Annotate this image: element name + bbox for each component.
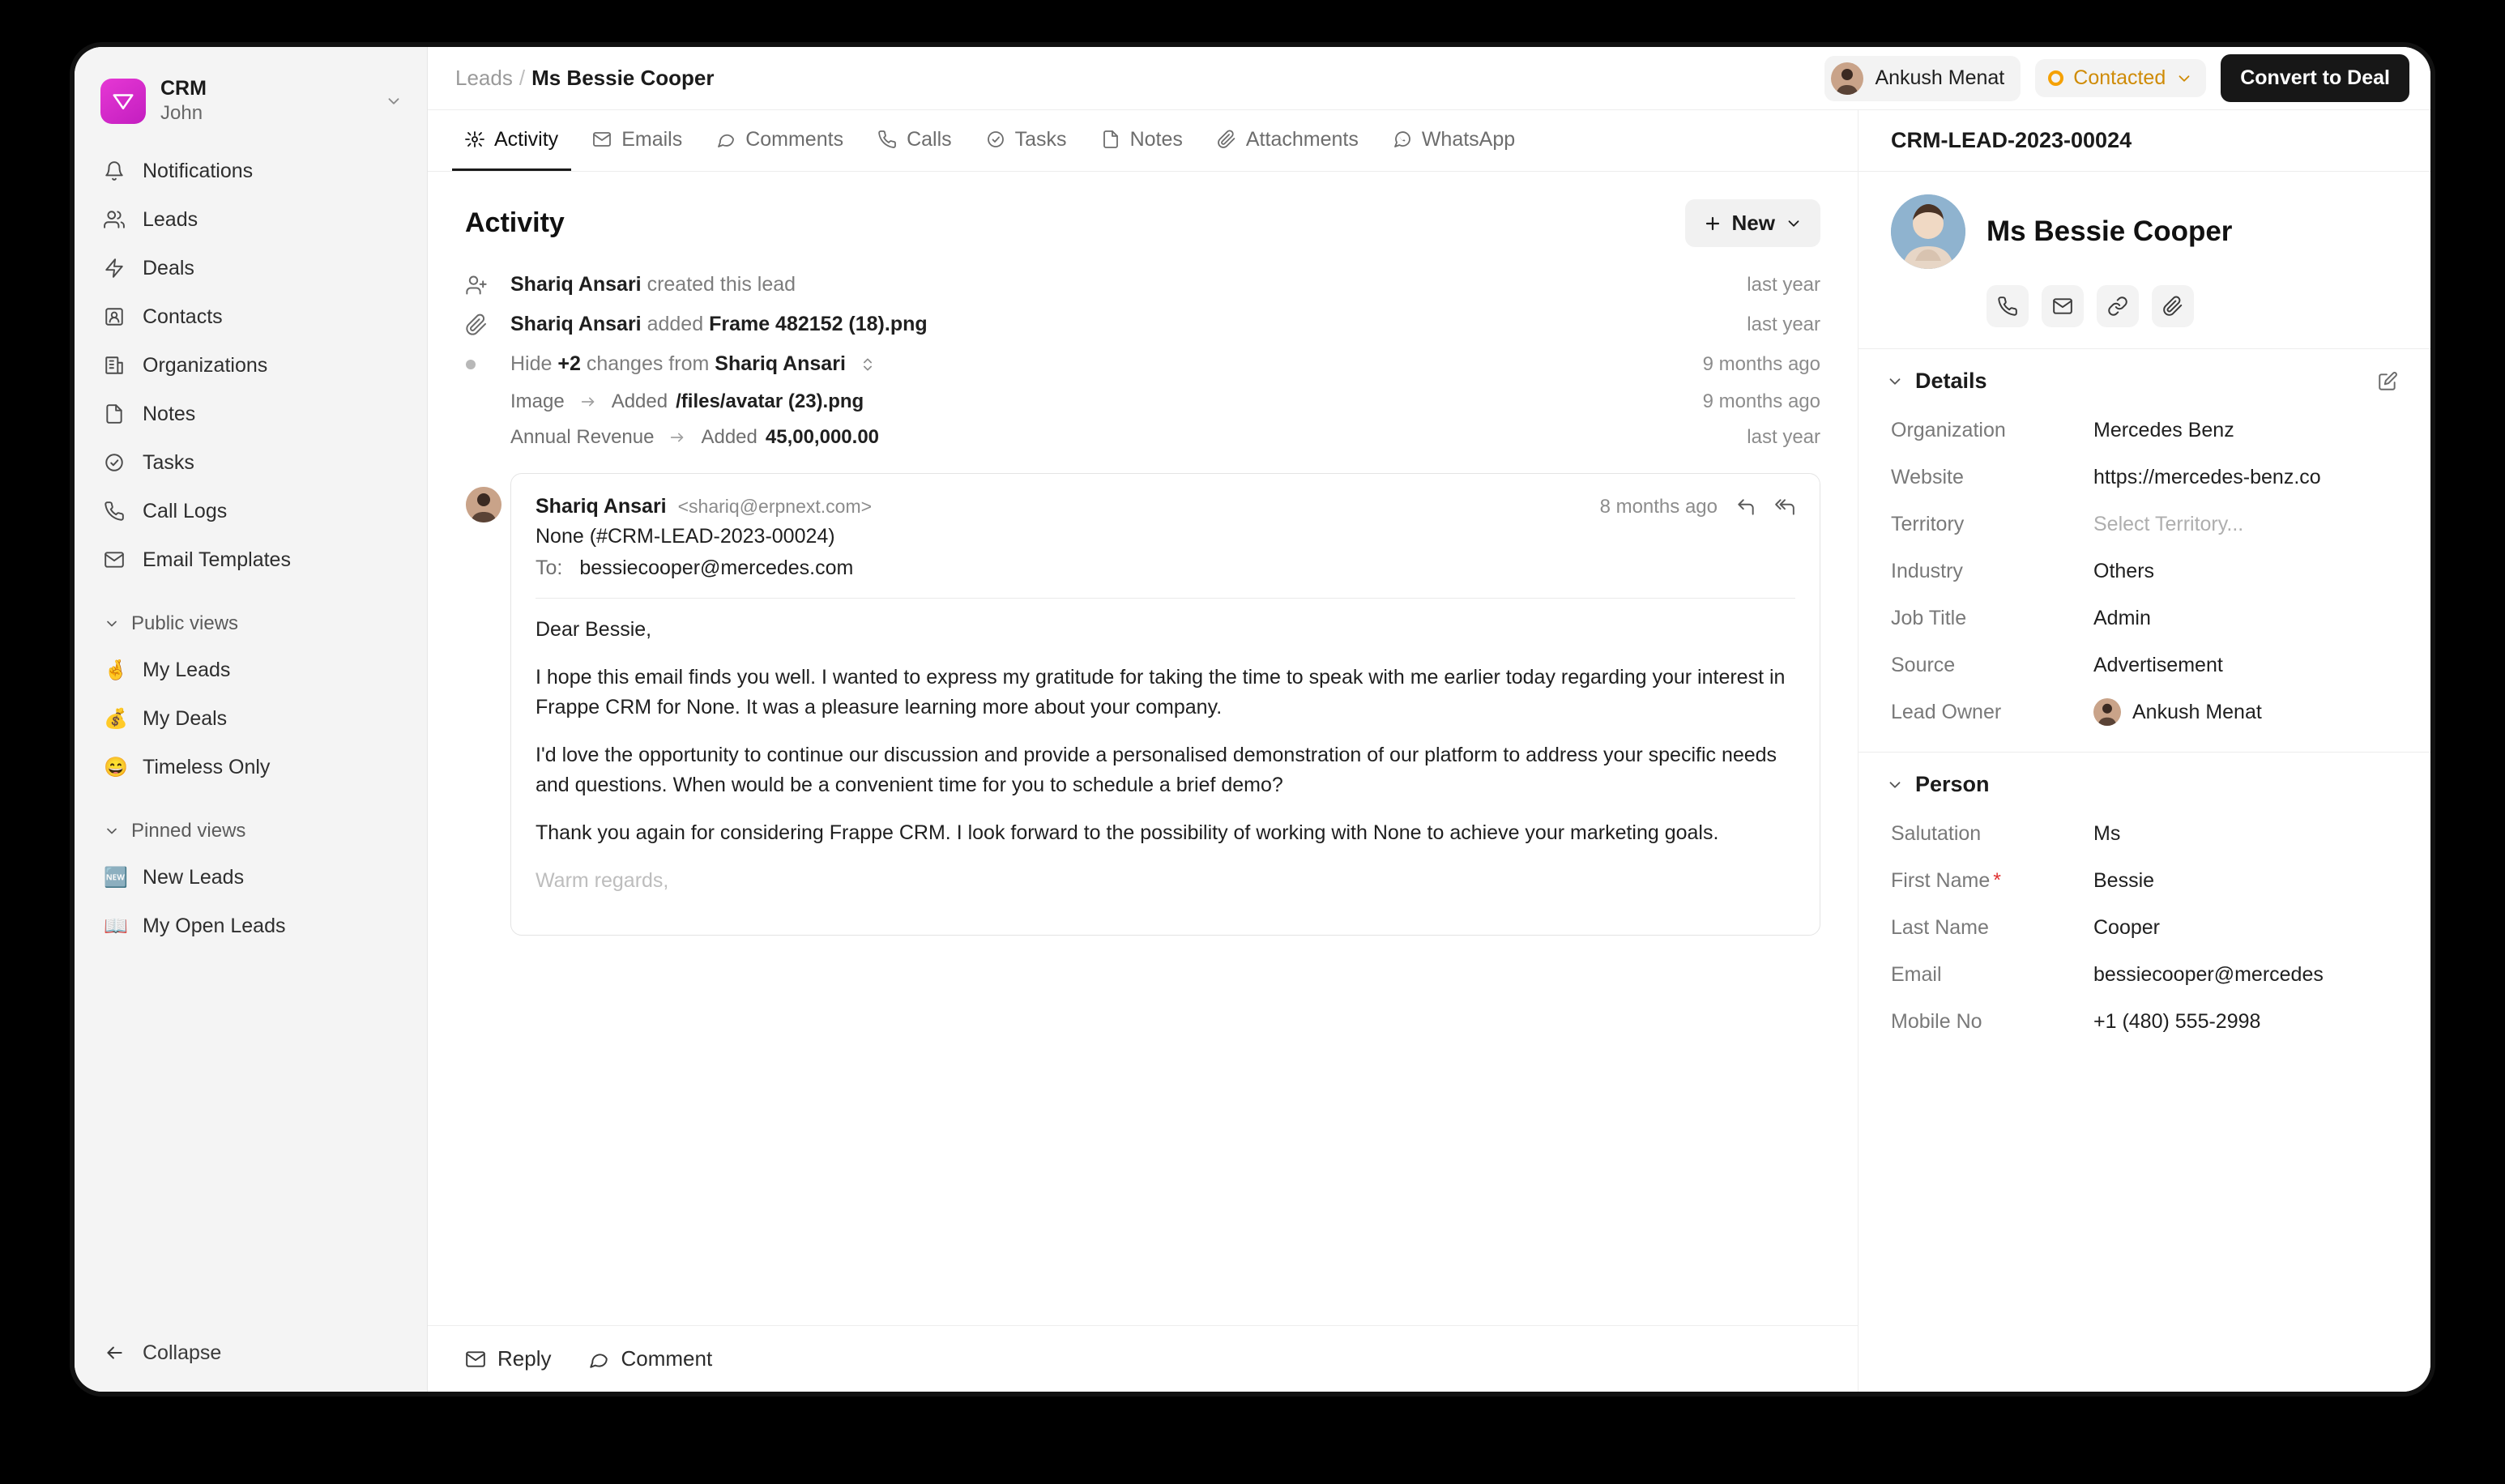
composer-bar xyxy=(428,1325,1858,1392)
phone-icon xyxy=(877,130,897,149)
field-industry[interactable] xyxy=(1858,548,2430,595)
field-label: Email xyxy=(1891,962,1942,986)
change-action: Added xyxy=(611,390,668,412)
activity-change-group-toggle[interactable] xyxy=(465,344,1820,384)
chevron-updown-icon xyxy=(860,352,876,375)
activity-time: last year xyxy=(1747,426,1820,448)
top-bar-actions xyxy=(1824,54,2409,102)
sidebar-item-notes[interactable] xyxy=(92,391,409,437)
sidebar-item-label: Leads xyxy=(143,207,198,231)
attachment-icon xyxy=(465,313,510,336)
organizations-icon xyxy=(104,355,131,376)
field-mobile-no[interactable] xyxy=(1858,998,2430,1045)
tab-label: Calls xyxy=(907,127,952,151)
chevron-down-icon xyxy=(385,92,403,110)
sidebar-item-label: Notes xyxy=(143,402,196,425)
person-name: Ms Bessie Cooper xyxy=(1987,215,2233,247)
change-action: Added xyxy=(701,426,757,448)
activity-time: last year xyxy=(1747,313,1820,335)
field-value: Ms xyxy=(2093,821,2121,845)
person-section-header[interactable] xyxy=(1858,753,2430,810)
reply-icon[interactable] xyxy=(1735,497,1756,518)
sidebar-item-label: Tasks xyxy=(143,450,194,474)
field-label: Industry xyxy=(1891,559,1963,582)
activity-action: created this lead xyxy=(647,273,796,296)
section-pinned-views[interactable] xyxy=(92,812,409,850)
status-badge[interactable] xyxy=(2035,59,2206,97)
sidebar-item-label: Email Templates xyxy=(143,548,291,571)
content-row xyxy=(428,110,2430,1392)
activity-target: Frame 482152 (18).png xyxy=(709,313,928,335)
sidebar-item-tasks[interactable] xyxy=(92,440,409,485)
comment-label: Comment xyxy=(621,1346,713,1371)
tab-notes[interactable] xyxy=(1088,110,1196,171)
activity-event-text xyxy=(510,273,796,296)
comment-icon xyxy=(716,130,736,149)
field-value: Admin xyxy=(2093,606,2151,629)
activity-header xyxy=(465,199,1820,247)
record-id: CRM-LEAD-2023-00024 xyxy=(1858,110,2430,172)
person-summary xyxy=(1858,172,2430,349)
field-value: https://mercedes-benz.co xyxy=(2093,465,2321,488)
email-header xyxy=(536,495,1795,518)
email-body xyxy=(536,615,1795,896)
sidebar-item-label: Deals xyxy=(143,256,194,279)
sidebar-item-call-logs[interactable] xyxy=(92,488,409,534)
details-panel xyxy=(1858,110,2430,1392)
email-recipient: bessiecooper@mercedes.com xyxy=(579,556,854,579)
email-to-label: To: xyxy=(536,556,563,579)
field-value: Bessie xyxy=(2093,868,2155,892)
field-value: Cooper xyxy=(2093,915,2160,939)
task-icon xyxy=(986,130,1005,149)
tab-label: Notes xyxy=(1129,127,1183,151)
divider xyxy=(536,598,1795,599)
arrow-right-icon xyxy=(579,393,597,411)
field-label: Mobile No xyxy=(1891,1009,1982,1033)
collapse-label: Collapse xyxy=(143,1341,222,1364)
arrow-right-icon xyxy=(668,429,686,446)
group-toggle-prefix: Hide xyxy=(510,352,553,375)
field-organization[interactable] xyxy=(1858,407,2430,454)
activity-time: last year xyxy=(1747,273,1820,296)
breadcrumb-leads[interactable]: Leads xyxy=(455,66,513,90)
sidebar-item-my-open-leads[interactable] xyxy=(92,903,409,949)
group-toggle-count: +2 xyxy=(557,352,581,375)
mail-icon xyxy=(465,1349,486,1370)
deals-icon xyxy=(104,258,131,279)
brand-title: CRM xyxy=(160,77,207,100)
field-salutation[interactable] xyxy=(1858,810,2430,857)
mail-icon xyxy=(104,549,131,570)
email-time: 8 months ago xyxy=(1599,496,1718,518)
sidebar xyxy=(75,47,428,1392)
email-paragraph: Dear Bessie, xyxy=(536,618,652,641)
email-paragraph: Warm regards, xyxy=(536,869,669,892)
email-recipient-row xyxy=(536,556,1795,580)
email-meta xyxy=(1600,496,1795,518)
fade-overlay xyxy=(428,1236,1858,1325)
chevron-down-icon xyxy=(1886,776,1904,794)
activity-change-row xyxy=(465,420,1820,455)
top-bar xyxy=(428,47,2430,110)
field-value: +1 (480) 555-2998 xyxy=(2093,1009,2261,1033)
reply-label: Reply xyxy=(497,1346,552,1371)
tasks-icon xyxy=(104,452,131,473)
sidebar-item-my-leads[interactable] xyxy=(92,647,409,693)
breadcrumb-separator: / xyxy=(518,66,526,90)
details-title: Details xyxy=(1915,369,1987,393)
email-subject: None (#CRM-LEAD-2023-00024) xyxy=(536,525,835,548)
email-paragraph: I'd love the opportunity to continue our discussion and provide a personalised demonstration of our platform to address your specific needs and questions. When would be a convenient time for you to schedule a brief demo? xyxy=(536,744,1777,796)
tab-label: Activity xyxy=(494,127,559,151)
email-sender: Shariq Ansari xyxy=(536,495,667,518)
sidebar-item-deals[interactable] xyxy=(92,245,409,291)
group-toggle-actor: Shariq Ansari xyxy=(715,352,846,375)
email-sender-address: <shariq@erpnext.com> xyxy=(677,496,873,517)
main-area xyxy=(428,47,2430,1392)
user-add-icon xyxy=(465,274,510,296)
required-marker: * xyxy=(1993,868,2001,892)
contacts-icon xyxy=(104,306,131,327)
activity-time: 9 months ago xyxy=(1702,352,1820,375)
page-title: Activity xyxy=(465,207,565,238)
chevron-down-icon xyxy=(2175,70,2193,87)
field-last-name[interactable] xyxy=(1858,904,2430,951)
field-label: Territory xyxy=(1891,512,1965,535)
reply-all-icon[interactable] xyxy=(1774,497,1795,518)
phone-icon[interactable] xyxy=(1987,285,2029,327)
sidebar-item-label: My Open Leads xyxy=(143,914,286,937)
hand-emoji-icon: 🤞 xyxy=(104,659,128,681)
details-section-header[interactable] xyxy=(1858,349,2430,407)
field-value: Mercedes Benz xyxy=(2093,418,2234,441)
chevron-down-icon xyxy=(104,823,120,839)
brand-user: John xyxy=(160,102,203,125)
new-emoji-icon: 🆕 xyxy=(104,866,128,889)
field-email[interactable] xyxy=(1858,951,2430,998)
crm-logo-icon xyxy=(100,79,146,124)
change-value: 45,00,000.00 xyxy=(765,426,880,448)
comment-button[interactable] xyxy=(588,1346,712,1371)
sidebar-item-label: Timeless Only xyxy=(143,755,271,778)
sidebar-spacer xyxy=(75,950,427,1328)
chevron-down-icon xyxy=(1886,373,1904,390)
status-dot-icon xyxy=(2048,70,2063,86)
field-value: bessiecooper@mercedes xyxy=(2093,962,2324,986)
change-field: Annual Revenue xyxy=(510,426,655,448)
tab-comments[interactable] xyxy=(703,110,856,171)
field-value-wrapper xyxy=(2093,698,2262,726)
lead-owner-name: Ankush Menat xyxy=(1875,66,2005,89)
bell-icon xyxy=(104,160,131,181)
avatar xyxy=(466,487,501,522)
tab-whatsapp[interactable] xyxy=(1380,110,1528,171)
new-button-label: New xyxy=(1731,211,1775,235)
field-value: Select Territory... xyxy=(2093,512,2244,535)
activity-action: added xyxy=(647,313,704,335)
change-value: /files/avatar (23).png xyxy=(676,390,864,412)
attachment-icon xyxy=(1217,130,1236,149)
email-paragraph: I hope this email finds you well. I wanted to express my gratitude for taking the time to speak with me earlier today regarding your interest in Frappe CRM for None. It was a pleasure learning more about your company. xyxy=(536,666,1786,719)
edit-icon[interactable] xyxy=(2377,371,2398,392)
email-card[interactable] xyxy=(510,473,1820,936)
sidebar-item-notifications[interactable] xyxy=(92,148,409,194)
breadcrumb xyxy=(455,66,714,91)
center-column xyxy=(428,110,1858,1392)
app-window xyxy=(75,47,2430,1392)
field-label: Last Name xyxy=(1891,915,1989,939)
field-territory[interactable] xyxy=(1858,501,2430,548)
sidebar-item-email-templates[interactable] xyxy=(92,537,409,582)
sidebar-item-label: My Deals xyxy=(143,706,228,730)
activity-change-row xyxy=(465,384,1820,420)
book-emoji-icon: 📖 xyxy=(104,915,128,937)
sidebar-item-label: Notifications xyxy=(143,159,254,182)
status-label: Contacted xyxy=(2073,66,2166,89)
lead-owner-chip[interactable] xyxy=(1824,56,2021,101)
tab-label: Tasks xyxy=(1014,127,1067,151)
tab-calls[interactable] xyxy=(864,110,965,171)
sidebar-item-contacts[interactable] xyxy=(92,294,409,339)
field-value: Advertisement xyxy=(2093,653,2223,676)
attachment-icon[interactable] xyxy=(2152,285,2194,327)
activity-icon xyxy=(465,130,484,149)
sidebar-item-leads[interactable] xyxy=(92,197,409,242)
avatar xyxy=(1831,62,1863,95)
sidebar-item-label: My Leads xyxy=(143,658,231,681)
sidebar-item-label: New Leads xyxy=(143,865,245,889)
mail-icon[interactable] xyxy=(2042,285,2084,327)
convert-to-deal-button[interactable]: Convert to Deal xyxy=(2221,54,2409,102)
field-first-name[interactable] xyxy=(1858,857,2430,904)
section-public-views[interactable] xyxy=(92,605,409,642)
email-paragraph: Thank you again for considering Frappe CRM. I look forward to the possibility of working with None to achieve your marketing goals. xyxy=(536,821,1719,844)
money-emoji-icon: 💰 xyxy=(104,707,128,730)
new-activity-button[interactable] xyxy=(1685,199,1820,247)
field-job-title[interactable] xyxy=(1858,595,2430,642)
sidebar-item-my-deals[interactable] xyxy=(92,696,409,741)
field-label: Website xyxy=(1891,465,1964,488)
group-toggle-label: changes from xyxy=(586,352,710,375)
tab-label: Emails xyxy=(621,127,683,151)
sidebar-item-label: Organizations xyxy=(143,353,268,377)
activity-feed xyxy=(428,172,1858,1325)
activity-event xyxy=(465,265,1820,305)
activity-event xyxy=(465,305,1820,344)
collapse-arrow-icon xyxy=(104,1342,131,1363)
reply-button[interactable] xyxy=(465,1346,551,1371)
activity-actor: Shariq Ansari xyxy=(510,273,642,296)
field-value: Ankush Menat xyxy=(2132,700,2262,723)
avatar xyxy=(2093,698,2121,726)
dot-icon xyxy=(465,359,510,370)
link-icon[interactable] xyxy=(2097,285,2139,327)
activity-event-text xyxy=(510,313,928,336)
group-toggle-text xyxy=(510,352,876,376)
tab-attachments[interactable] xyxy=(1204,110,1372,171)
activity-actor: Shariq Ansari xyxy=(510,313,642,335)
field-lead-owner[interactable] xyxy=(1858,689,2430,736)
sidebar-item-new-leads[interactable] xyxy=(92,855,409,900)
field-value: Others xyxy=(2093,559,2155,582)
field-label: Source xyxy=(1891,653,1956,676)
smile-emoji-icon: 😄 xyxy=(104,756,128,778)
email-icon xyxy=(592,130,612,149)
comment-icon xyxy=(588,1349,609,1370)
sidebar-item-organizations[interactable] xyxy=(92,343,409,388)
collapse-sidebar-button[interactable] xyxy=(92,1328,409,1377)
chevron-down-icon xyxy=(1785,215,1803,232)
avatar[interactable] xyxy=(1891,194,1965,269)
sidebar-item-label: Call Logs xyxy=(143,499,228,522)
tab-label: Comments xyxy=(745,127,844,151)
leads-icon xyxy=(104,209,131,230)
field-label: First Name * xyxy=(1891,868,2001,892)
note-icon xyxy=(1101,130,1120,149)
section-label: Public views xyxy=(131,612,239,635)
chevron-down-icon xyxy=(104,616,120,632)
tab-label: Attachments xyxy=(1245,127,1359,151)
whatsapp-icon xyxy=(1393,130,1412,149)
tab-bar xyxy=(428,110,1858,172)
activity-time: 9 months ago xyxy=(1702,390,1820,412)
field-label: Salutation xyxy=(1891,821,1982,845)
section-label: Pinned views xyxy=(131,820,246,842)
breadcrumb-current: Ms Bessie Cooper xyxy=(531,66,715,90)
field-label: Organization xyxy=(1891,418,2006,441)
tab-label: WhatsApp xyxy=(1421,127,1516,151)
plus-icon xyxy=(1703,214,1722,233)
field-label: Lead Owner xyxy=(1891,700,2002,723)
tab-tasks[interactable] xyxy=(973,110,1080,171)
notes-icon xyxy=(104,403,131,424)
change-field: Image xyxy=(510,390,565,412)
sidebar-item-label: Contacts xyxy=(143,305,223,328)
field-website[interactable] xyxy=(1858,454,2430,501)
field-label: Job Title xyxy=(1891,606,1967,629)
tab-activity[interactable] xyxy=(452,110,571,171)
field-source[interactable] xyxy=(1858,642,2430,689)
tab-emails[interactable] xyxy=(579,110,695,171)
phone-icon xyxy=(104,501,131,522)
person-title: Person xyxy=(1915,772,1990,796)
workspace-switcher[interactable] xyxy=(92,70,411,132)
quick-actions xyxy=(1987,285,2398,327)
sidebar-item-timeless-only[interactable] xyxy=(92,744,409,790)
